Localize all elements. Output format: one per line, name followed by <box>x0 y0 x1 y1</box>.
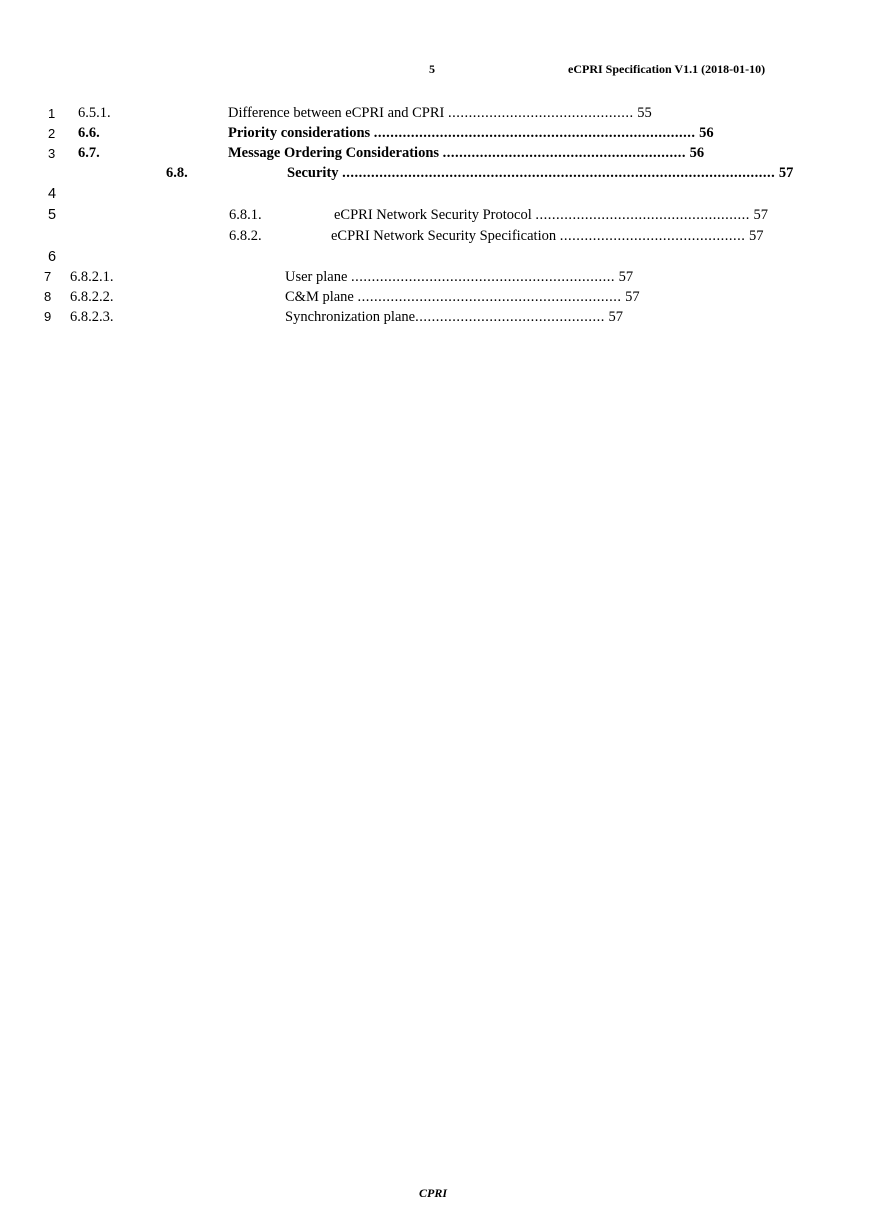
toc-entry-text: Difference between eCPRI and CPRI ............................................. 55 <box>228 105 652 121</box>
toc-entry-number: 6.8.2. <box>229 228 262 244</box>
line-number: 3 <box>48 146 56 161</box>
toc-entry-text: Synchronization plane.............................................. 57 <box>285 309 623 325</box>
toc-entry-text: eCPRI Network Security Specification ............................................. 57 <box>331 228 764 244</box>
line-number: 5 <box>48 207 57 223</box>
line-number: 7 <box>44 269 52 284</box>
line-number: 8 <box>44 289 52 304</box>
toc-entry-number: 6.8.2.1. <box>70 269 114 285</box>
toc-entry-text: C&M plane ................................................................ 57 <box>285 289 640 305</box>
page-number: 5 <box>429 62 435 76</box>
toc-entry-number: 6.7. <box>78 145 100 161</box>
line-number: 1 <box>48 106 56 121</box>
line-number: 6 <box>48 249 57 265</box>
line-number: 4 <box>48 186 57 202</box>
toc-entry-number: 6.8.2.2. <box>70 289 114 305</box>
toc-entry-number: 6.8. <box>166 165 188 181</box>
toc-entry-number: 6.5.1. <box>78 105 111 121</box>
footer-text: CPRI <box>419 1186 448 1200</box>
toc-entry-number: 6.8.1. <box>229 207 262 223</box>
toc-entry-text: Security ......................................................................................................... 57 <box>287 165 794 181</box>
toc-entry-number: 6.8.2.3. <box>70 309 114 325</box>
line-number: 2 <box>48 126 56 141</box>
toc-entry-text: Priority considerations .............................................................................. 56 <box>228 125 714 141</box>
toc-entry-number: 6.6. <box>78 125 100 141</box>
line-number: 9 <box>44 309 52 324</box>
toc-entry-text: User plane ................................................................ 57 <box>285 269 634 285</box>
document-title: eCPRI Specification V1.1 (2018-01-10) <box>568 62 766 76</box>
toc-entry-text: eCPRI Network Security Protocol .................................................... 57 <box>334 207 768 223</box>
toc-entry-text: Message Ordering Considerations ........................................................... 56 <box>228 145 705 161</box>
